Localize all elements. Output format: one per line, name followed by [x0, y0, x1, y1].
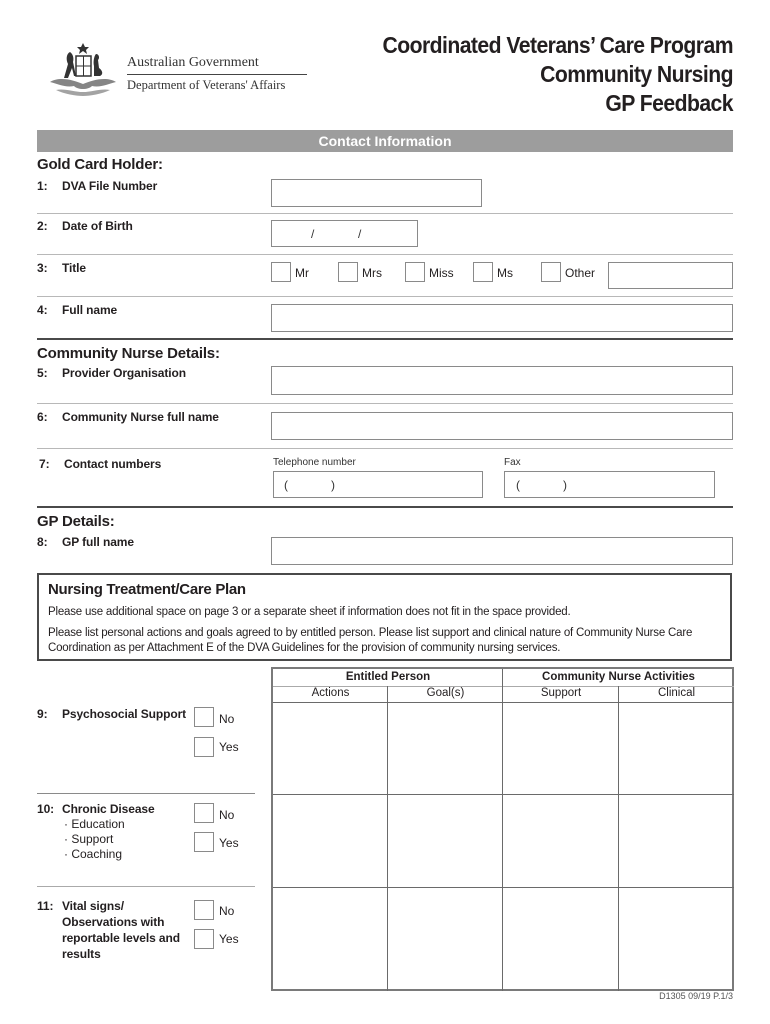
- subitem-support: · Support: [64, 832, 114, 846]
- department-name: Department of Veterans' Affairs: [127, 78, 286, 92]
- telephone-label: Telephone number: [273, 457, 356, 468]
- telephone-input[interactable]: [273, 471, 483, 498]
- field-label-date-of-birth: [37, 219, 133, 233]
- field-label-full-name: [37, 303, 117, 317]
- cell-psychosocial-clinical[interactable]: [619, 703, 734, 794]
- title-mr-checkbox[interactable]: [271, 262, 291, 282]
- chronic-disease-subitems: [64, 817, 125, 862]
- care-plan-note-2: Please list personal actions and goals agreed to by entitled person. Please list support and clinical nature of Community Nurse Care Coordination as per Attachment E of the DVA Guidelines for the provision of community nursing services.: [48, 627, 693, 654]
- chronic-disease-no-checkbox[interactable]: [194, 803, 214, 823]
- field-number: 8:: [37, 535, 48, 549]
- column-goals: Goal(s): [426, 687, 465, 699]
- date-of-birth-input[interactable]: [271, 220, 418, 247]
- psychosocial-yes-checkbox[interactable]: [194, 737, 214, 757]
- vital-signs-line-1: Vital signs/: [62, 899, 124, 913]
- field-number: 5:: [37, 366, 48, 380]
- area-code-open-paren: (: [284, 478, 288, 492]
- field-label-text: Chronic Disease: [62, 802, 155, 816]
- vital-signs-line-2: Observations with: [62, 915, 165, 929]
- cell-vital-signs-actions[interactable]: [273, 888, 387, 991]
- field-label-text: Psychosocial Support: [62, 707, 187, 721]
- area-code-open-paren: (: [516, 478, 520, 492]
- section-divider: [37, 506, 733, 508]
- title-mr-label: Mr: [295, 266, 309, 280]
- cell-psychosocial-actions[interactable]: [273, 703, 387, 794]
- field-label-text: DVA File Number: [62, 179, 158, 193]
- field-label-gp-full-name: [37, 535, 134, 549]
- field-label-title: [37, 261, 86, 275]
- dva-file-number-input[interactable]: [271, 179, 482, 207]
- cell-vital-signs-clinical[interactable]: [619, 888, 734, 991]
- title-other-checkbox[interactable]: [541, 262, 561, 282]
- cell-psychosocial-goals[interactable]: [388, 703, 502, 794]
- field-number: 2:: [37, 219, 48, 233]
- item-label-psychosocial-support: [37, 707, 186, 721]
- government-name: Australian Government: [127, 55, 259, 70]
- title-mrs-label: Mrs: [362, 266, 382, 280]
- divider: [37, 403, 733, 404]
- title-miss-checkbox[interactable]: [405, 262, 425, 282]
- chronic-disease-yes-checkbox[interactable]: [194, 832, 214, 852]
- field-number: 7:: [39, 457, 50, 471]
- item-label-vital-signs: [37, 898, 180, 962]
- cell-vital-signs-goals[interactable]: [388, 888, 502, 991]
- date-separator: /: [311, 227, 315, 241]
- contact-information-bar: Contact Information: [37, 130, 733, 152]
- divider: [37, 793, 255, 794]
- title-ms-label: Ms: [497, 266, 513, 280]
- field-label-text: Full name: [62, 303, 118, 317]
- vital-signs-no-label: No: [219, 904, 235, 918]
- vital-signs-line-4: results: [62, 947, 101, 961]
- divider: [37, 213, 733, 214]
- title-line-2: Community Nursing: [540, 61, 733, 87]
- date-separator: /: [358, 227, 362, 241]
- title-ms-checkbox[interactable]: [473, 262, 493, 282]
- cell-chronic-disease-actions[interactable]: [273, 795, 387, 887]
- divider: [37, 296, 733, 297]
- cell-psychosocial-support[interactable]: [503, 703, 618, 794]
- psychosocial-no-label: No: [219, 712, 235, 726]
- field-number: 1:: [37, 179, 48, 193]
- divider: [37, 886, 255, 887]
- community-nurse-heading: Community Nurse Details:: [37, 345, 220, 362]
- field-label-text: Date of Birth: [62, 219, 133, 233]
- chronic-disease-yes-label: Yes: [219, 836, 239, 850]
- field-label-provider-organisation: [37, 366, 186, 380]
- full-name-input[interactable]: [271, 304, 733, 332]
- care-plan-title: Nursing Treatment/Care Plan: [48, 581, 246, 598]
- form-code: D1305 09/19 P.1/3: [659, 991, 733, 1001]
- title-line-3: GP Feedback: [605, 90, 733, 116]
- area-code-close-paren: ): [563, 478, 567, 492]
- vital-signs-yes-label: Yes: [219, 932, 239, 946]
- field-label-text: Contact numbers: [64, 457, 162, 471]
- column-actions: Actions: [311, 687, 350, 699]
- fax-input[interactable]: [504, 471, 715, 498]
- field-label-text: Title: [62, 261, 86, 275]
- field-number: 10:: [37, 802, 55, 816]
- divider: [37, 254, 733, 255]
- provider-organisation-input[interactable]: [271, 366, 733, 395]
- care-plan-instructions: [37, 573, 732, 661]
- field-label-community-nurse-full-name: [37, 410, 219, 424]
- vital-signs-line-3: reportable levels and: [62, 931, 180, 945]
- vital-signs-yes-checkbox[interactable]: [194, 929, 214, 949]
- vital-signs-no-checkbox[interactable]: [194, 900, 214, 920]
- title-other-label: Other: [565, 266, 596, 280]
- field-number: 4:: [37, 303, 48, 317]
- section-divider: [37, 338, 733, 340]
- header-community-nurse-activities: Community Nurse Activities: [542, 671, 695, 683]
- psychosocial-no-checkbox[interactable]: [194, 707, 214, 727]
- coat-of-arms-logo: [44, 40, 122, 100]
- column-clinical: Clinical: [657, 687, 696, 699]
- column-support: Support: [540, 687, 582, 699]
- field-number: 6:: [37, 410, 48, 424]
- area-code-close-paren: ): [331, 478, 335, 492]
- item-label-chronic-disease: [37, 802, 155, 816]
- header-entitled-person: Entitled Person: [345, 671, 431, 683]
- field-label-dva-file-number: [37, 179, 157, 193]
- gold-card-heading: Gold Card Holder:: [37, 156, 163, 173]
- cell-vital-signs-support[interactable]: [503, 888, 618, 991]
- field-number: 3:: [37, 261, 48, 275]
- field-label-text: GP full name: [62, 535, 134, 549]
- title-line-1: Coordinated Veterans’ Care Program: [382, 32, 733, 58]
- care-plan-table: [271, 667, 734, 991]
- gp-details-heading: GP Details:: [37, 513, 115, 530]
- gp-full-name-input[interactable]: [271, 537, 733, 565]
- field-number: 9:: [37, 707, 48, 721]
- cell-chronic-disease-clinical[interactable]: [619, 795, 734, 887]
- title-other-input[interactable]: [608, 262, 733, 289]
- chronic-disease-no-label: No: [219, 808, 235, 822]
- community-nurse-full-name-input[interactable]: [271, 412, 733, 440]
- field-label-contact-numbers: [39, 457, 161, 471]
- psychosocial-yes-label: Yes: [219, 740, 239, 754]
- cell-chronic-disease-support[interactable]: [503, 795, 618, 887]
- field-label-text: Provider Organisation: [62, 366, 186, 380]
- header-divider: [127, 74, 307, 75]
- care-plan-note-1: Please use additional space on page 3 or a separate sheet if information does not fit in the space provided.: [48, 606, 571, 618]
- subitem-coaching: · Coaching: [64, 847, 123, 861]
- cell-chronic-disease-goals[interactable]: [388, 795, 502, 887]
- title-mrs-checkbox[interactable]: [338, 262, 358, 282]
- title-miss-label: Miss: [429, 266, 454, 280]
- fax-label: Fax: [504, 457, 521, 468]
- divider: [37, 448, 733, 449]
- subitem-education: · Education: [64, 817, 125, 831]
- document-title: [383, 31, 733, 118]
- field-number: 11:: [37, 899, 54, 913]
- field-label-text: Community Nurse full name: [62, 410, 219, 424]
